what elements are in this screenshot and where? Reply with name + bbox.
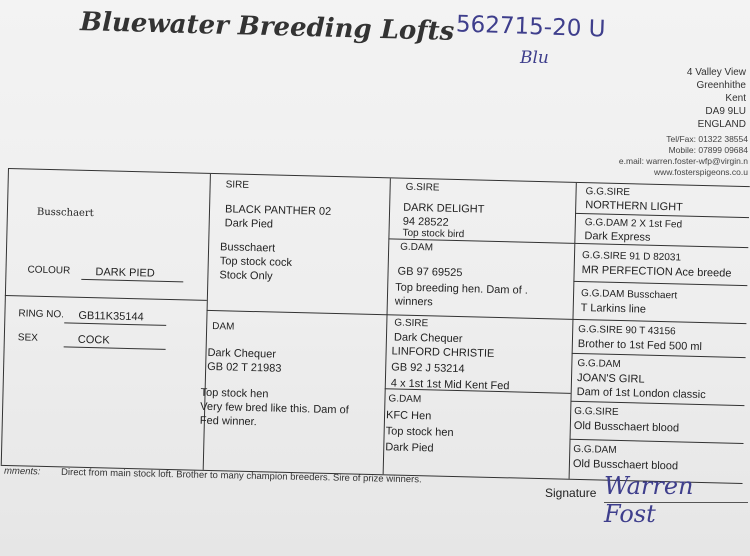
dam-gdam-label: G.DAM xyxy=(388,393,422,406)
handwritten-ring-number: 562715-20 U xyxy=(455,11,606,43)
ggp-label: G.G.SIRE 91 D 82031 xyxy=(581,250,682,264)
dam-label: DAM xyxy=(212,321,235,333)
ggp-label: G.G.DAM 2 X 1st Fed xyxy=(584,217,683,231)
ggp-label: G.G.DAM xyxy=(577,357,621,371)
dam-gdam-note: Top stock hen xyxy=(385,425,454,439)
ggp-label: G.G.SIRE xyxy=(574,405,619,418)
ggp-label: G.G.DAM Busschaert xyxy=(580,288,678,302)
ggp-label: G.G.SIRE xyxy=(585,186,631,199)
sire-gsire-ring: 94 28522 xyxy=(402,215,449,229)
ggp-name: Old Busschaert blood xyxy=(573,419,680,435)
website-link[interactable]: www.fosterspigeons.co.u xyxy=(653,167,748,177)
address-line: ENGLAND xyxy=(697,119,746,130)
dam-gsire-name: LINFORD CHRISTIE xyxy=(391,345,495,360)
ggp-label: G.G.SIRE 90 T 43156 xyxy=(578,323,676,338)
ggp-name: Old Busschaert blood xyxy=(572,457,679,473)
comments-label: mments: xyxy=(3,465,41,478)
colour-value: DARK PIED xyxy=(81,265,183,282)
sire-gdam-note: Top breeding hen. Dam of . xyxy=(395,281,529,297)
ring-label: RING NO. xyxy=(18,308,65,321)
address-block xyxy=(687,66,746,131)
comments-text: Direct from main stock loft. Brother to many champion breeders. Sire of prize winners. xyxy=(60,466,422,486)
sire-gdam-note: winners xyxy=(394,295,433,309)
loft-name: Bluewater Breeding Lofts xyxy=(79,7,455,47)
sex-label: SEX xyxy=(17,332,38,344)
ggp-name: MR PERFECTION Ace breede xyxy=(581,264,732,280)
dam-gsire-label: G.SIRE xyxy=(394,317,429,330)
dam-ring: GB 02 T 21983 xyxy=(207,360,282,375)
ggp-note: Dam of 1st London classic xyxy=(576,385,706,402)
signature: Warren Fost xyxy=(604,472,694,528)
sire-gdam-ring: GB 97 69525 xyxy=(397,265,463,280)
handwritten-colour: Blu xyxy=(520,48,549,68)
ggp-name: T Larkins line xyxy=(580,302,647,316)
sex-value: COCK xyxy=(64,332,166,349)
ggp-name: Dark Express xyxy=(584,230,651,244)
sire-name: BLACK PANTHER 02 xyxy=(224,203,332,218)
tel-fax: Tel/Fax: 01322 38554 xyxy=(666,134,748,144)
dam-gsire-ring: GB 92 J 53214 xyxy=(391,361,465,376)
ggp-label: G.G.DAM xyxy=(573,443,617,456)
signature-line xyxy=(604,502,748,503)
sire-gsire-name: DARK DELIGHT xyxy=(403,201,485,216)
dam-note: Top stock hen xyxy=(200,386,269,401)
sire-gdam-label: G.DAM xyxy=(400,241,434,254)
pedigree-table xyxy=(1,168,750,482)
ggp-name: JOAN'S GIRL xyxy=(576,371,645,386)
sire-gsire-note: Top stock bird xyxy=(402,227,465,241)
contact-block xyxy=(619,134,748,178)
address-line: DA9 9LU xyxy=(705,106,746,117)
dam-gsire-note: 4 x 1st 1st Mid Kent Fed xyxy=(390,377,510,393)
colour-label: COLOUR xyxy=(27,264,71,277)
dam-gdam-colour: Dark Pied xyxy=(385,441,434,455)
signature-label: Signature xyxy=(545,486,597,500)
ggp-name: NORTHERN LIGHT xyxy=(585,199,683,214)
sire-gsire-label: G.SIRE xyxy=(405,181,440,194)
sire-note: Top stock cock xyxy=(219,255,293,269)
address-line: Greenhithe xyxy=(696,80,746,91)
dam-note: Fed winner. xyxy=(199,414,257,429)
dam-gdam-name: KFC Hen xyxy=(385,409,432,423)
sire-note: Stock Only xyxy=(219,269,273,283)
dam-gsire-colour: Dark Chequer xyxy=(393,331,463,346)
address-line: 4 Valley View xyxy=(686,67,746,78)
email-link[interactable]: e.mail: warren.foster-wfp@virgin.n xyxy=(618,156,748,166)
mobile: Mobile: 07899 09684 xyxy=(668,145,748,155)
address-line: Kent xyxy=(725,93,746,104)
dam-note: Very few bred like this. Dam of xyxy=(200,400,349,417)
sire-strain: Busschaert xyxy=(219,241,276,255)
sire-colour: Dark Pied xyxy=(224,217,274,231)
ring-value: GB11K35144 xyxy=(64,308,166,325)
bird-strain: Busschaert xyxy=(36,206,94,220)
ggp-name: Brother to 1st Fed 500 ml xyxy=(577,337,703,354)
dam-name: Dark Chequer xyxy=(207,346,277,361)
sire-label: SIRE xyxy=(225,179,250,191)
